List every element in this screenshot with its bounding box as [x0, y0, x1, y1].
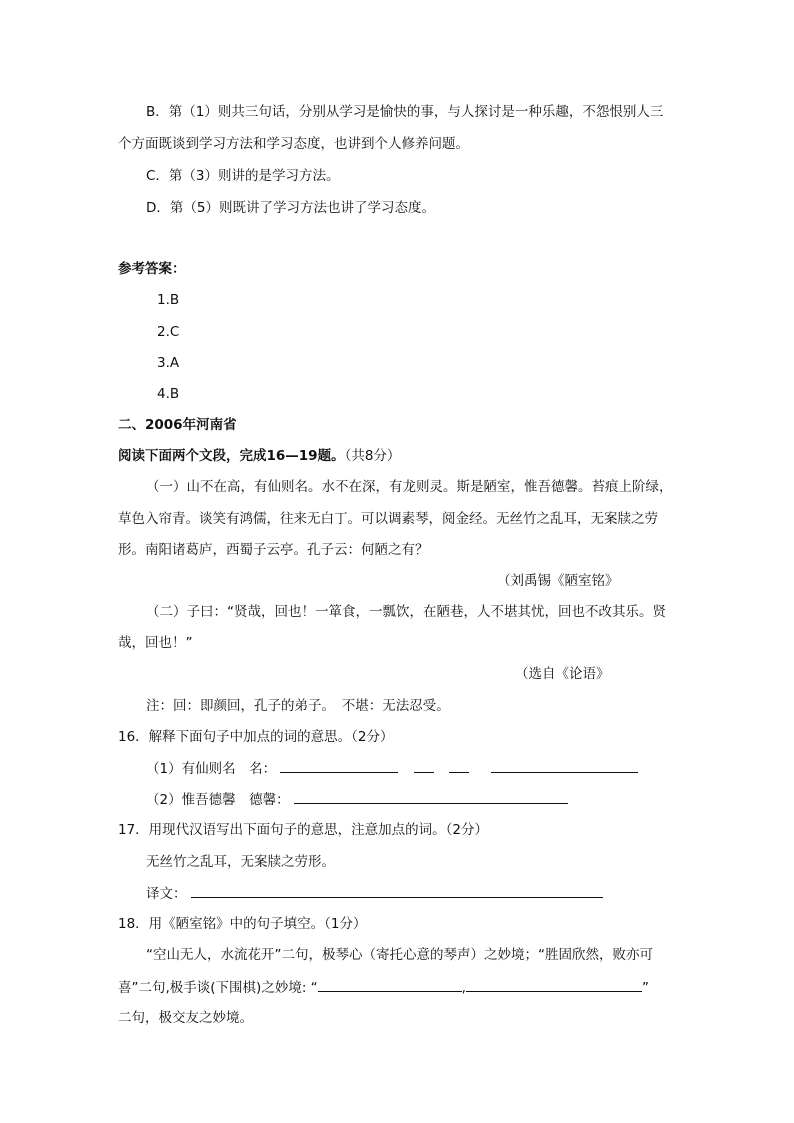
option-b-line2: 个方面既谈到学习方法和学习态度，也讲到个人修养问题。: [118, 136, 469, 152]
passage1-source: （刘禹锡《陋室铭》: [497, 573, 619, 589]
question-17-translation: [146, 883, 603, 904]
instruction-rest: （共8分）: [344, 448, 401, 464]
answers-heading: 参考答案：: [118, 261, 186, 277]
question-18-line2: [118, 977, 649, 998]
instruction: [118, 446, 400, 466]
answer-item-3: 3.A: [157, 355, 180, 371]
q18-answer-blank-1[interactable]: [318, 977, 462, 992]
q18-close-quote: ”: [641, 980, 649, 996]
question-18: 18．用《陋室铭》中的句子填空。（1分）: [118, 916, 367, 932]
q16-1-answer-blank-2[interactable]: [414, 758, 434, 773]
option-c: C．第（3）则讲的是学习方法。: [146, 168, 340, 184]
q18-answer-blank-2[interactable]: [466, 977, 642, 992]
question-18-line1: “空山无人，水流花开”二句，极琴心（寄托心意的琴声）之妙境；“胜固欣然，败亦可: [146, 947, 653, 963]
instruction-bold: 阅读下面两个文段，完成16—19题。: [118, 448, 345, 464]
section-heading: 二、2006年河南省: [118, 417, 237, 433]
q16-2-answer-blank[interactable]: [294, 789, 568, 804]
translation-answer-blank[interactable]: [191, 883, 603, 898]
answer-item-1: 1.B: [157, 292, 180, 308]
q16-1-answer-blank[interactable]: [280, 758, 398, 773]
q16-1-answer-blank-4[interactable]: [491, 758, 638, 773]
question-16: 16．解释下面句子中加点的词的意思。（2分）: [118, 729, 394, 745]
option-b-line1: B．第（1）则共三句话，分别从学习是愉快的事，与人探讨是一种乐趣，不怨恨别人三: [146, 104, 664, 120]
passage1-line1: （一）山不在高，有仙则名。水不在深，有龙则灵。斯是陋室，惟吾德馨。苔痕上阶绿，: [146, 479, 673, 495]
question-16-2: [146, 789, 568, 810]
q16-1-answer-blank-3[interactable]: [449, 758, 469, 773]
note: 注：回：即颜回，孔子的弟子。 不堪：无法忍受。: [146, 698, 450, 714]
q16-2-prompt: （2）惟吾德馨 德馨：: [146, 792, 290, 808]
answer-item-2: 2.C: [157, 324, 180, 340]
question-17: 17．用现代汉语写出下面句子的意思，注意加点的词。（2分）: [118, 822, 489, 838]
question-16-1: [146, 758, 638, 779]
passage2-line1: （二）子曰：“贤哉，回也！一箪食，一瓢饮，在陋巷，人不堪其忧，回也不改其乐。贤: [146, 604, 666, 620]
passage2-source: （选自《论语》: [515, 666, 610, 682]
q16-1-prompt: （1）有仙则名 名：: [146, 761, 277, 777]
question-17-sentence: 无丝竹之乱耳，无案牍之劳形。: [146, 854, 335, 870]
passage1-line3: 形。南阳诸葛庐，西蜀子云亭。孔子云：何陋之有？: [118, 542, 429, 558]
question-18-line3: 二句，极交友之妙境。: [118, 1010, 253, 1026]
q18-comma: ,: [461, 980, 466, 996]
passage1-line2: 草色入帘青。谈笑有鸿儒，往来无白丁。可以调素琴，阅金经。无丝竹之乱耳，无案牍之劳: [118, 511, 658, 527]
passage2-line2: 哉，回也！”: [118, 635, 193, 651]
answer-item-4: 4.B: [157, 386, 180, 402]
translation-label: 译文：: [146, 886, 187, 902]
q18-line2-text: 喜”二句,极手谈(下围棋)之妙境: “: [118, 980, 318, 996]
option-d: D．第（5）则既讲了学习方法也讲了学习态度。: [146, 200, 435, 216]
